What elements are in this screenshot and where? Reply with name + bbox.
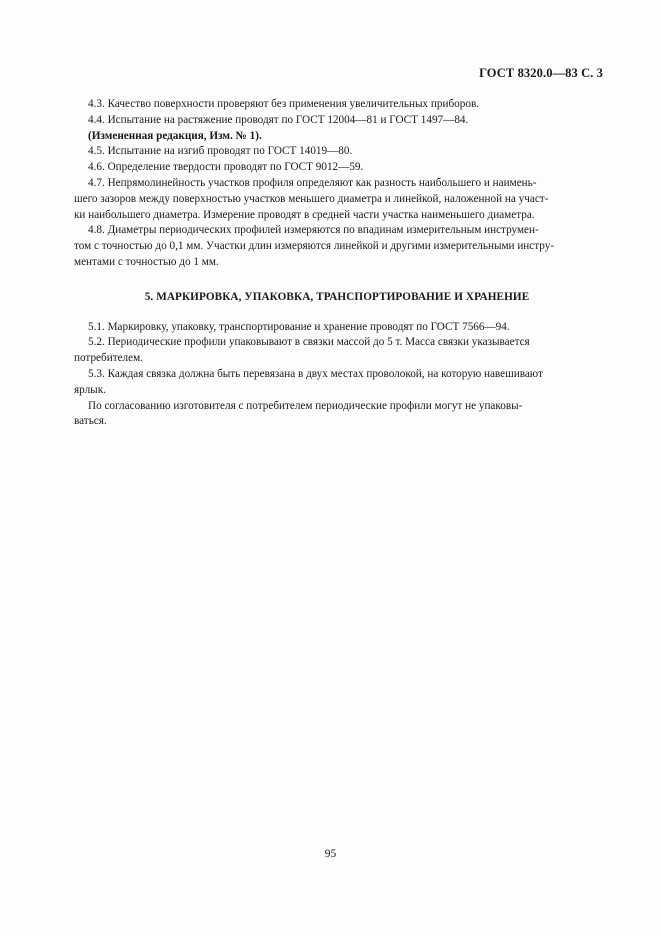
paragraph-line: ки наибольшего диаметра. Измерение проводят в средней части участка наименьшего диаметра. bbox=[74, 208, 535, 221]
paragraph-line: шего зазоров между поверхностью участков меньшего диаметра и линейкой, наложенной на участ- bbox=[74, 192, 549, 205]
paragraph-line: По согласованию изготовителя с потребителем периодические профили могут не упаковы- bbox=[88, 399, 523, 412]
paragraph-line: 5.1. Маркировку, упаковку, транспортирование и хранение проводят по ГОСТ 7566—94. bbox=[88, 320, 510, 333]
page-number: 95 bbox=[324, 848, 337, 860]
paragraph-line: 4.8. Диаметры периодических профилей измеряются по впадинам измерительным инструмен- bbox=[88, 224, 539, 237]
paragraph-line: ярлык. bbox=[74, 383, 106, 396]
page-header: ГОСТ 8320.0—83 С. 3 bbox=[479, 66, 603, 80]
section-4 bbox=[74, 97, 600, 271]
revision-note: (Измененная редакция, Изм. № 1). bbox=[88, 129, 262, 142]
paragraph-line: ментами с точностью до 1 мм. bbox=[74, 255, 219, 268]
paragraph-line: 4.7. Непрямолинейность участков профиля определяют как разность наибольшего и наимень- bbox=[88, 176, 537, 189]
paragraph-line: потребителем. bbox=[74, 352, 143, 365]
paragraph-line: 4.3. Качество поверхности проверяют без применения увеличительных приборов. bbox=[88, 98, 480, 110]
section-5-title: 5. МАРКИРОВКА, УПАКОВКА, ТРАНСПОРТИРОВАНИЕ И ХРАНЕНИЕ bbox=[144, 290, 530, 303]
paragraph-line: ваться. bbox=[74, 415, 107, 428]
paragraph-line: 4.6. Определение твердости проводят по ГОСТ 9012—59. bbox=[88, 161, 364, 174]
paragraph-line: том с точностью до 0,1 мм. Участки длин измеряются линейкой и другими измерительными инстру- bbox=[74, 240, 555, 253]
paragraph-line: 4.5. Испытание на изгиб проводят по ГОСТ 14019—80. bbox=[88, 145, 353, 158]
paragraph-line: 4.4. Испытание на растяжение проводят по ГОСТ 12004—81 и ГОСТ 1497—84. bbox=[88, 113, 469, 126]
paragraph-line: 5.3. Каждая связка должна быть перевязана в двух местах проволокой, на которую навешивают bbox=[88, 367, 543, 380]
section-5 bbox=[74, 320, 600, 431]
document-body bbox=[74, 97, 600, 430]
paragraph-line: 5.2. Периодические профили упаковывают в связки массой до 5 т. Масса связки указывается bbox=[88, 336, 530, 349]
